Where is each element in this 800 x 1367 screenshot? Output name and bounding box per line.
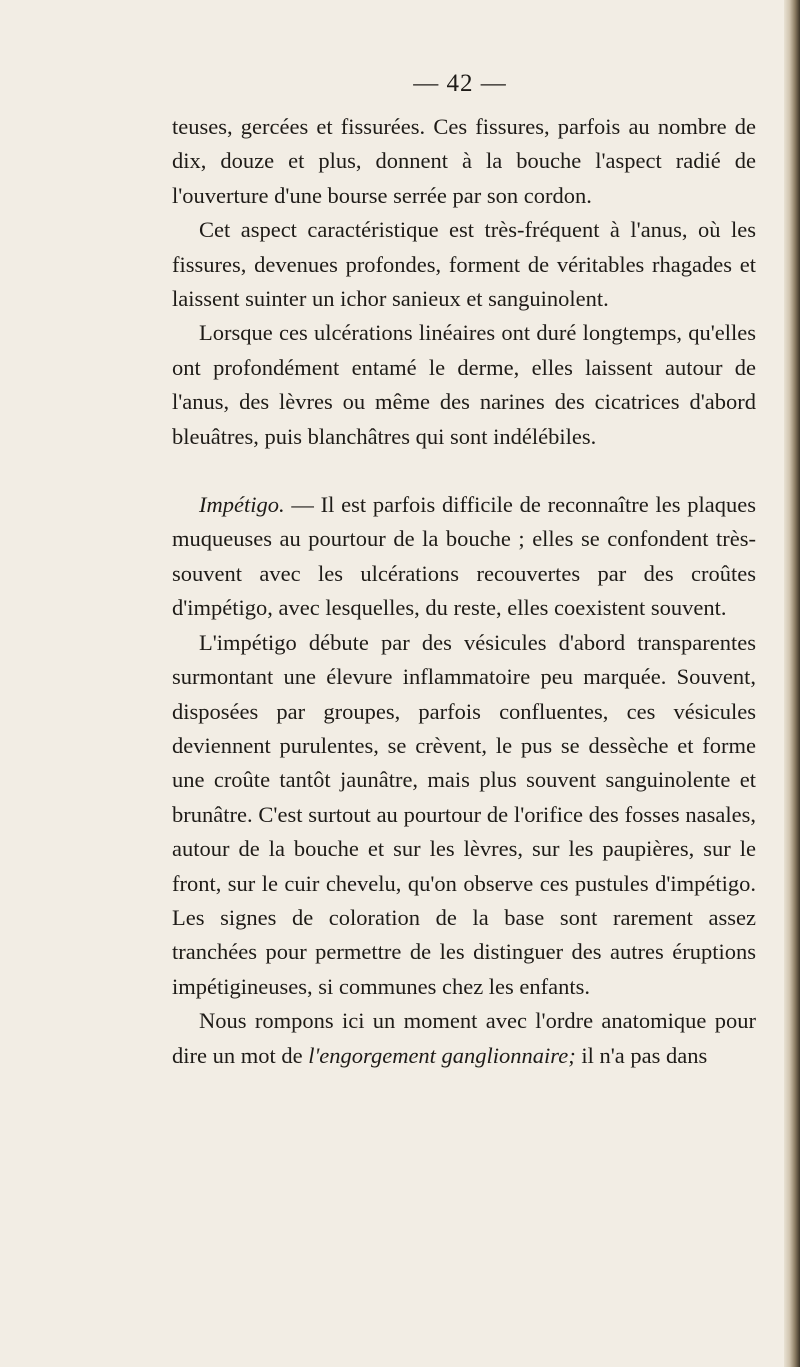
page-number: — 42 — [413, 70, 507, 97]
paragraph-impetigo-intro-text: — Il est parfois difficile de reconnaître les plaques muqueuses au pourtour de la bouche ; elles se confondent très-souvent avec les ulcérations recouvertes par des croûtes d'impétigo, avec lesquelles, du reste, elles coexistent souvent. [172, 492, 756, 621]
section-heading-impetigo: Impétigo. [199, 492, 285, 518]
paragraph-continuation: teuses, gercées et fissurées. Ces fissures, parfois au nombre de dix, douze et plus, donnent à la bouche l'aspect radié de l'ouverture d'une bourse serrée par son cordon. [172, 114, 756, 208]
page-body [172, 110, 756, 1073]
paragraph-engorgement-start: Nous rompons ici un moment avec l'ordre anatomique pour dire un mot de [172, 1008, 756, 1068]
paragraph-cicatrices: Lorsque ces ulcérations linéaires ont duré longtemps, qu'elles ont profondément entamé le derme, elles laissent autour de l'anus, des lèvres ou même des narines des cicatrices d'abord bleuâtres, puis blanchâtres qui sont indélébiles. [172, 320, 756, 449]
book-binding-edge [784, 0, 800, 1367]
paragraph-impetigo-description: L'impétigo débute par des vésicules d'abord transparentes surmontant une élevure inflammatoire peu marquée. Souvent, disposées par groupes, parfois confluentes, ces vésicules deviennent purulentes, se crèvent, le pus se dessèche et forme une croûte tantôt jaunâtre, mais plus souvent sanguinolente et brunâtre. C'est surtout au pourtour de l'orifice des fosses nasales, autour de la bouche et sur les lèvres, sur les paupières, sur le front, sur le cuir chevelu, qu'on observe ces pustules d'impétigo. Les signes de coloration de la base sont rarement assez tranchées pour permettre de les distinguer des autres éruptions impétigineuses, si communes chez les enfants. [172, 629, 756, 999]
paragraph-anus-fissures: Cet aspect caractéristique est très-fréquent à l'anus, où les fissures, devenues profondes, forment de véritables rhagades et laissent suinter un ichor sanieux et sanguinolent. [172, 217, 756, 312]
paragraph-engorgement [172, 1004, 756, 1073]
term-engorgement-ganglionnaire: l'engorgement ganglionnaire; [308, 1042, 576, 1068]
paragraph-impetigo-intro [172, 488, 756, 626]
paragraph-engorgement-end: il n'a pas dans [575, 1042, 708, 1068]
